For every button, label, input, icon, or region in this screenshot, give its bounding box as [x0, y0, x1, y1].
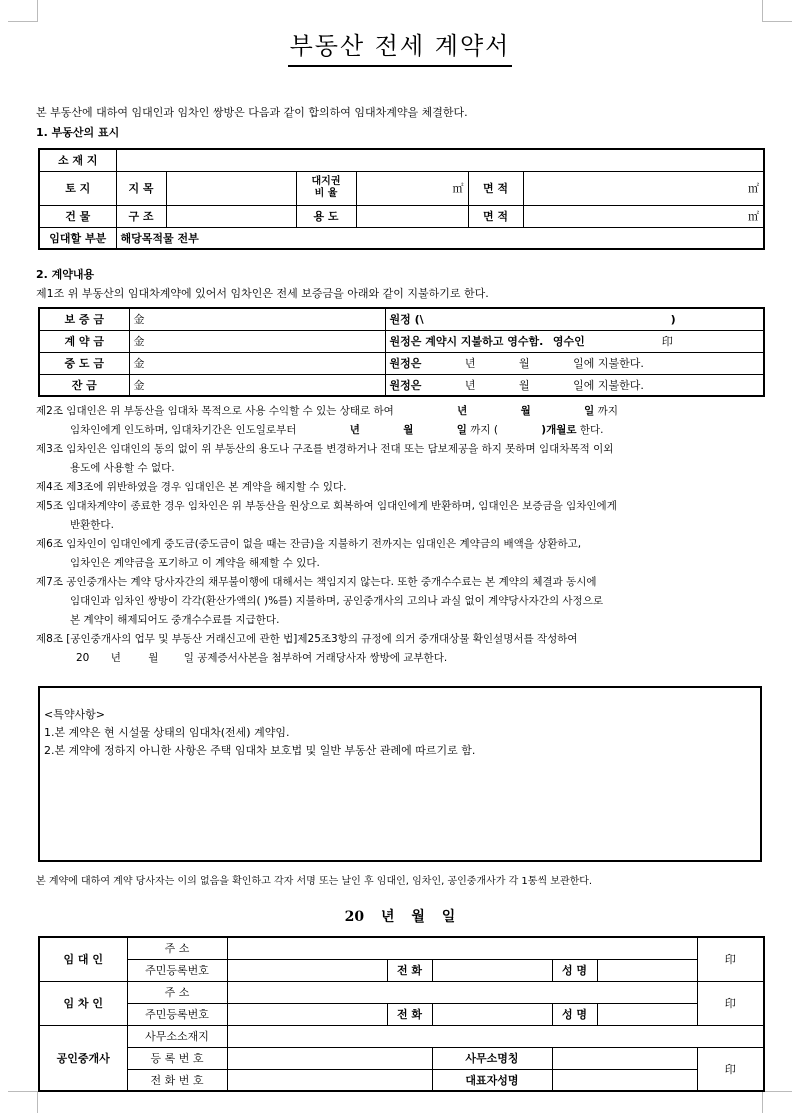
clause-1: 제1조 위 부동산의 임대차계약에 있어서 임차인은 전세 보증금을 아래와 같이 지불하기로 한다. — [36, 287, 489, 300]
broker-tel-row — [39, 1069, 764, 1091]
broker-rep-name-field[interactable] — [552, 1069, 697, 1091]
lessor-address-row — [39, 937, 764, 959]
structure-label: 구 조 — [116, 205, 166, 227]
use-label: 용 도 — [296, 205, 356, 227]
lessee-address-field[interactable] — [227, 981, 697, 1003]
balance-desc — [385, 374, 764, 396]
lessor-name-label: 성 명 — [552, 959, 597, 981]
property-location-row — [39, 149, 764, 171]
balance-payment-label: 잔 금 — [39, 374, 129, 396]
payment-row-interim — [39, 352, 764, 374]
broker-reg-no-field[interactable] — [227, 1047, 432, 1069]
leased-part-value: 해당목적물 전부 — [116, 227, 764, 249]
property-land-row — [39, 171, 764, 205]
gold-prefix: 金 — [133, 313, 145, 327]
broker-office-name-label: 사무소명칭 — [432, 1047, 552, 1069]
lessor-address-field[interactable] — [227, 937, 697, 959]
land-label: 토 지 — [39, 171, 116, 205]
contract-desc-text: 원정은 계약시 지불하고 영수함. — [389, 335, 544, 348]
contract-desc — [385, 330, 764, 352]
property-leased-part-row — [39, 227, 764, 249]
special-terms-heading: <특약사항> — [44, 708, 105, 721]
intro-text: 본 부동산에 대하여 임대인과 임차인 쌍방은 다음과 같이 합의하여 임대차계약을 체결한다. — [36, 106, 468, 119]
special-terms-box[interactable] — [38, 686, 762, 862]
section1-heading: 1. 부동산의 표시 — [36, 126, 120, 139]
lessee-address-label: 주 소 — [127, 981, 227, 1003]
lessor-address-label: 주 소 — [127, 937, 227, 959]
clause-2-day: 일 — [584, 405, 595, 417]
area-unit: ㎡ — [748, 182, 760, 195]
clause-5-line-2: 반환한다. — [70, 519, 114, 531]
building-area-field[interactable] — [523, 205, 764, 227]
land-right-ratio-field[interactable] — [356, 171, 468, 205]
building-label: 건 물 — [39, 205, 116, 227]
lessee-id-row — [39, 1003, 764, 1025]
broker-tel-label: 전 화 번 호 — [127, 1069, 227, 1091]
payment-row-contract — [39, 330, 764, 352]
deposit-desc-tail: ) — [670, 313, 676, 327]
payment-table — [38, 307, 765, 397]
interim-amount-field[interactable] — [129, 352, 385, 374]
clause-2-until: 까지 — [597, 405, 618, 417]
broker-office-row — [39, 1025, 764, 1047]
lessor-name-field[interactable] — [597, 959, 697, 981]
signing-date: 20 년 월 일 — [344, 909, 456, 925]
land-area-field[interactable] — [523, 171, 764, 205]
clause-7-line-1: 제7조 공인중개사는 계약 당사자간의 채무불이행에 대해서는 책임지지 않는다. 또한 중개수수료는 본 계약의 체결과 동시에 — [36, 576, 597, 588]
leased-part-label: 임대할 부분 — [39, 227, 116, 249]
lessee-label: 임 차 인 — [39, 981, 127, 1025]
gold-prefix: 金 — [133, 378, 145, 392]
lessor-id-row — [39, 959, 764, 981]
broker-reg-no-label: 등 록 번 호 — [127, 1047, 227, 1069]
balance-desc-text: 원정은 — [389, 378, 422, 392]
broker-label: 공인중개사 — [39, 1025, 127, 1091]
balance-day: 일에 지불한다. — [573, 378, 644, 392]
deposit-label: 보 증 금 — [39, 308, 129, 330]
document-title-wrap — [0, 26, 800, 67]
interim-month: 월 — [519, 357, 530, 370]
land-right-ratio-label — [296, 171, 356, 205]
document-title: 부동산 전세 계약서 — [288, 26, 513, 67]
broker-office-address-label: 사무소소재지 — [127, 1025, 227, 1047]
interim-year: 년 — [464, 357, 476, 370]
area-unit: ㎡ — [748, 210, 760, 223]
land-category-field[interactable] — [166, 171, 296, 205]
clause-8-line-2 — [36, 649, 764, 668]
lessee-seal: 印 — [697, 981, 764, 1025]
clause-8-text-b: 일 공제증서사본을 첨부하여 거래당사자 쌍방에 교부한다. — [183, 652, 448, 664]
clause-8-line-1: 제8조 [공인중개사의 업무 및 부동산 거래신고에 관한 법]제25조3항의 규정에 의거 중개대상물 확인설명서를 작성하여 — [36, 633, 578, 645]
broker-reg-row — [39, 1047, 764, 1069]
clause-2-period-year: 년 — [349, 424, 360, 436]
contract-payment-label: 계 약 금 — [39, 330, 129, 352]
clause-2-period-month: 월 — [403, 424, 414, 436]
broker-office-name-field[interactable] — [552, 1047, 697, 1069]
clause-2-month: 월 — [520, 405, 531, 417]
structure-field[interactable] — [166, 205, 296, 227]
broker-seal: 印 — [697, 1047, 764, 1091]
clause-2-text-a: 제2조 임대인은 위 부동산을 임대차 목적으로 사용 수익할 수 있는 상태로 하여 — [36, 405, 394, 417]
area-unit: ㎡ — [452, 182, 464, 195]
clause-3-line-2: 용도에 사용할 수 없다. — [70, 462, 175, 474]
broker-rep-name-label: 대표자성명 — [432, 1069, 552, 1091]
clause-3-line-1: 제3조 임차인은 임대인의 동의 없이 위 부동산의 용도나 구조를 변경하거나 전대 또는 담보제공을 하지 못하며 임대차목적 이외 — [36, 443, 614, 455]
clause-7-line-2: 임대인과 임차인 쌍방이 각각(환산가액의( )%를) 지불하며, 공인중개사의 고의나 과실 없이 계약당사자간의 사정으로 — [70, 595, 603, 607]
crop-mark-top-right — [762, 0, 792, 22]
clause-8-year: 년 — [110, 652, 121, 664]
lessee-phone-label: 전 화 — [387, 1003, 432, 1025]
crop-mark-bottom-right — [762, 1091, 792, 1113]
land-category-label: 지 목 — [116, 171, 166, 205]
receiver-label: 영수인 — [552, 335, 585, 348]
location-field[interactable] — [116, 149, 764, 171]
clause-2-period-day: 일 — [456, 424, 467, 436]
broker-office-address-field[interactable] — [227, 1025, 764, 1047]
lessee-id-label: 주민등록번호 — [127, 1003, 227, 1025]
lessee-name-field[interactable] — [597, 1003, 697, 1025]
land-area-label: 면 적 — [468, 171, 523, 205]
payment-row-deposit — [39, 308, 764, 330]
interim-payment-label: 중 도 금 — [39, 352, 129, 374]
lessor-id-field[interactable] — [227, 959, 387, 981]
lessor-phone-field[interactable] — [432, 959, 552, 981]
broker-tel-field[interactable] — [227, 1069, 432, 1091]
clause-2-text-b: 임차인에게 인도하며, 임대차기간은 인도일로부터 — [70, 424, 297, 436]
lessee-phone-field[interactable] — [432, 1003, 552, 1025]
lessor-seal: 印 — [697, 937, 764, 981]
parties-table — [38, 936, 765, 1092]
clause-2-months: )개월로 — [541, 424, 577, 436]
clause-2-until-paren: 까지 ( — [470, 424, 498, 436]
property-building-row — [39, 205, 764, 227]
payment-row-balance — [39, 374, 764, 396]
lessee-id-field[interactable] — [227, 1003, 387, 1025]
balance-year: 년 — [464, 378, 476, 392]
interim-desc — [385, 352, 764, 374]
deposit-desc-text: 원정 (\ — [389, 313, 424, 327]
building-area-label: 면 적 — [468, 205, 523, 227]
clause-6-line-1: 제6조 임차인이 임대인에게 중도금(중도금이 없을 때는 잔금)을 지불하기 전까지는 임대인은 계약금의 배액을 상환하고, — [36, 538, 582, 550]
clause-6-line-2: 임차인은 계약금을 포기하고 이 계약을 해제할 수 있다. — [70, 557, 320, 569]
balance-month: 월 — [519, 378, 530, 392]
clause-8-month: 월 — [148, 652, 159, 664]
lessor-id-label: 주민등록번호 — [127, 959, 227, 981]
crop-mark-top-left — [8, 0, 38, 22]
gold-prefix: 金 — [133, 335, 145, 348]
clause-5-line-1: 제5조 임대차계약이 종료한 경우 임차인은 위 부동산을 원상으로 회복하여 임대인에게 반환하며, 임대인은 보증금을 임차인에게 — [36, 500, 617, 512]
clauses-block — [36, 402, 764, 668]
clause-4: 제4조 제3조에 위반하였을 경우 임대인은 본 계약을 해지할 수 있다. — [36, 481, 347, 493]
land-right-label-1: 대지권 — [311, 176, 341, 187]
lessor-phone-label: 전 화 — [387, 959, 432, 981]
special-term-1: 1.본 계약은 현 시설물 상태의 임대차(전세) 계약임. — [44, 726, 290, 739]
clause-2-line-1 — [36, 402, 764, 421]
confirmation-text: 본 계약에 대하여 계약 당사자는 이의 없음을 확인하고 각자 서명 또는 날인 후 임대인, 임차인, 공인중개사가 각 1통씩 보관한다. — [36, 876, 593, 887]
location-label: 소 재 지 — [39, 149, 116, 171]
use-field[interactable] — [356, 205, 468, 227]
gold-prefix: 金 — [133, 357, 145, 370]
clause-2-year: 년 — [457, 405, 468, 417]
lessee-address-row — [39, 981, 764, 1003]
property-table — [38, 148, 765, 250]
deposit-desc — [385, 308, 764, 330]
deposit-amount-field[interactable] — [129, 308, 385, 330]
clause-7-line-3: 본 계약이 해제되어도 중개수수료를 지급한다. — [70, 614, 280, 626]
lessee-name-label: 성 명 — [552, 1003, 597, 1025]
special-term-2: 2.본 계약에 정하지 아니한 사항은 주택 임대차 보호법 및 일반 부동산 관례에 따르기로 함. — [44, 744, 476, 757]
balance-amount-field[interactable] — [129, 374, 385, 396]
crop-mark-bottom-left — [8, 1091, 38, 1113]
contract-amount-field[interactable] — [129, 330, 385, 352]
clause-8-century: 20 — [76, 652, 90, 664]
clause-2-end: 한다. — [579, 424, 604, 436]
lessor-label: 임 대 인 — [39, 937, 127, 981]
seal-mark: 印 — [661, 335, 673, 348]
interim-day: 일에 지불한다. — [573, 357, 644, 370]
interim-desc-text: 원정은 — [389, 357, 422, 370]
clause-2-line-2 — [36, 421, 764, 440]
section2-heading: 2. 계약내용 — [36, 268, 95, 281]
land-right-label-2: 비 율 — [314, 188, 338, 199]
